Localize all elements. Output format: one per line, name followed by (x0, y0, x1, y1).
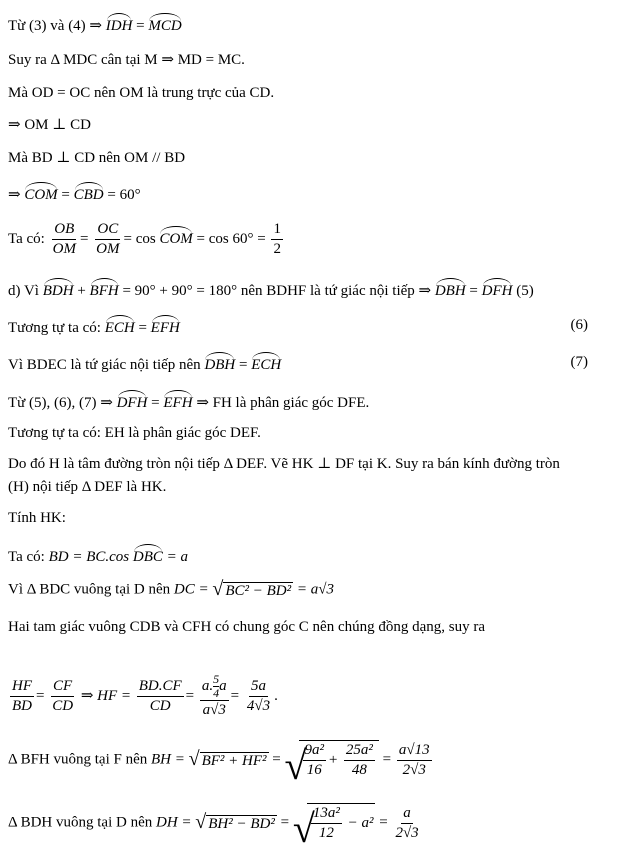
equation-number-6: (6) (570, 317, 588, 333)
angle-com: COM (24, 183, 57, 204)
line-19: $\frac{HF}{BD}$ = $\frac{CF}{CD}$ ⇒ HF = $\frac{BD.CF}{CD}$ = a. $\frac{5}{4}$ a a√3 = $\frac{5a}{4√3}$ . (12, 672, 278, 718)
fraction-one-half: $\frac{1}{2}$ (273, 221, 281, 257)
sqrt-diff: √ $\frac{\text{13a²}}{12}$ − a² (293, 803, 376, 843)
line-15: Tính HK: (8, 510, 66, 526)
line-20: Δ BFH vuông tại F nên BH = √ BF² + HF² = √ $\frac{\text{9a²}}{16}$ + $\frac{\text{25a²}}{48}$ = $\frac{a√13}{2√3}$ (8, 740, 434, 780)
line-14: (H) nội tiếp Δ DEF là HK. (8, 479, 167, 495)
line-1: Từ (3) và (4) ⇒ IDH = MCD (8, 14, 182, 35)
angle-idh: IDH (106, 14, 133, 35)
line-21: Δ BDH vuông tại D nên DH = √ BH² − BD² = √ $\frac{\text{13a²}}{12}$ − a² = $\frac{a}{2√3}$ (8, 803, 423, 843)
sqrt-bc-bd: √ BC² − BD² (212, 578, 292, 600)
equation-number-7: (7) (570, 354, 588, 370)
line-16: Ta có: BD = BC.cos DBC = a (8, 545, 188, 566)
line-6: ⇒ COM = CBD = 60° (8, 183, 141, 204)
line-18: Hai tam giác vuông CDB và CFH có chung góc C nên chúng đồng dạng, suy ra (8, 619, 486, 635)
line-17: Vì Δ BDC vuông tại D nên DC = √ BC² − BD² = a√3 (8, 578, 334, 600)
line-12: Tương tự ta có: EH là phân giác góc DEF. (8, 425, 261, 441)
fraction-oc-om: $\frac{OC}{OM}$ (96, 221, 120, 257)
line-10: Vì BDEC là tứ giác nội tiếp nên DBH = ECH (7) (8, 354, 588, 373)
line-13: Do đó H là tâm đường tròn nội tiếp Δ DEF. Vẽ HK ⊥ DF tại K. Suy ra bán kính đường tròn (8, 456, 560, 472)
line-3: Mà OD = OC nên OM là trung trực của CD. (8, 85, 275, 101)
fraction-ob-om: $\frac{OB}{OM}$ (52, 221, 76, 257)
angle-mcd: MCD (148, 14, 181, 35)
line-9: Tương tự ta có: ECH = EFH (6) (8, 317, 588, 336)
line-5: Mà BD ⊥ CD nên OM // BD (8, 150, 186, 166)
line-4: ⇒ OM ⊥ CD (8, 117, 91, 133)
sqrt-sum: √ $\frac{\text{9a²}}{16}$ + $\frac{\text{25a²}}{48}$ (285, 740, 379, 780)
line-2: Suy ra Δ MDC cân tại M ⇒ MD = MC. (8, 52, 245, 68)
angle-cbd: CBD (74, 183, 104, 204)
fraction-compound: a. $\frac{5}{4}$ a a√3 (201, 672, 227, 718)
line-7: Ta có: $\frac{OB}{OM}$ = $\frac{OC}{OM}$ = cos COM = cos 60° = $\frac{1}{2}$ (8, 221, 281, 257)
line-8: d) Vì BDH + BFH = 90° + 90° = 180° nên BDHF là tứ giác nội tiếp ⇒ DBH = DFH (5) (8, 279, 612, 300)
line-11: Từ (5), (6), (7) ⇒ DFH = EFH ⇒ FH là phân giác góc DFE. (8, 391, 369, 412)
angle-com-2: COM (159, 227, 192, 248)
